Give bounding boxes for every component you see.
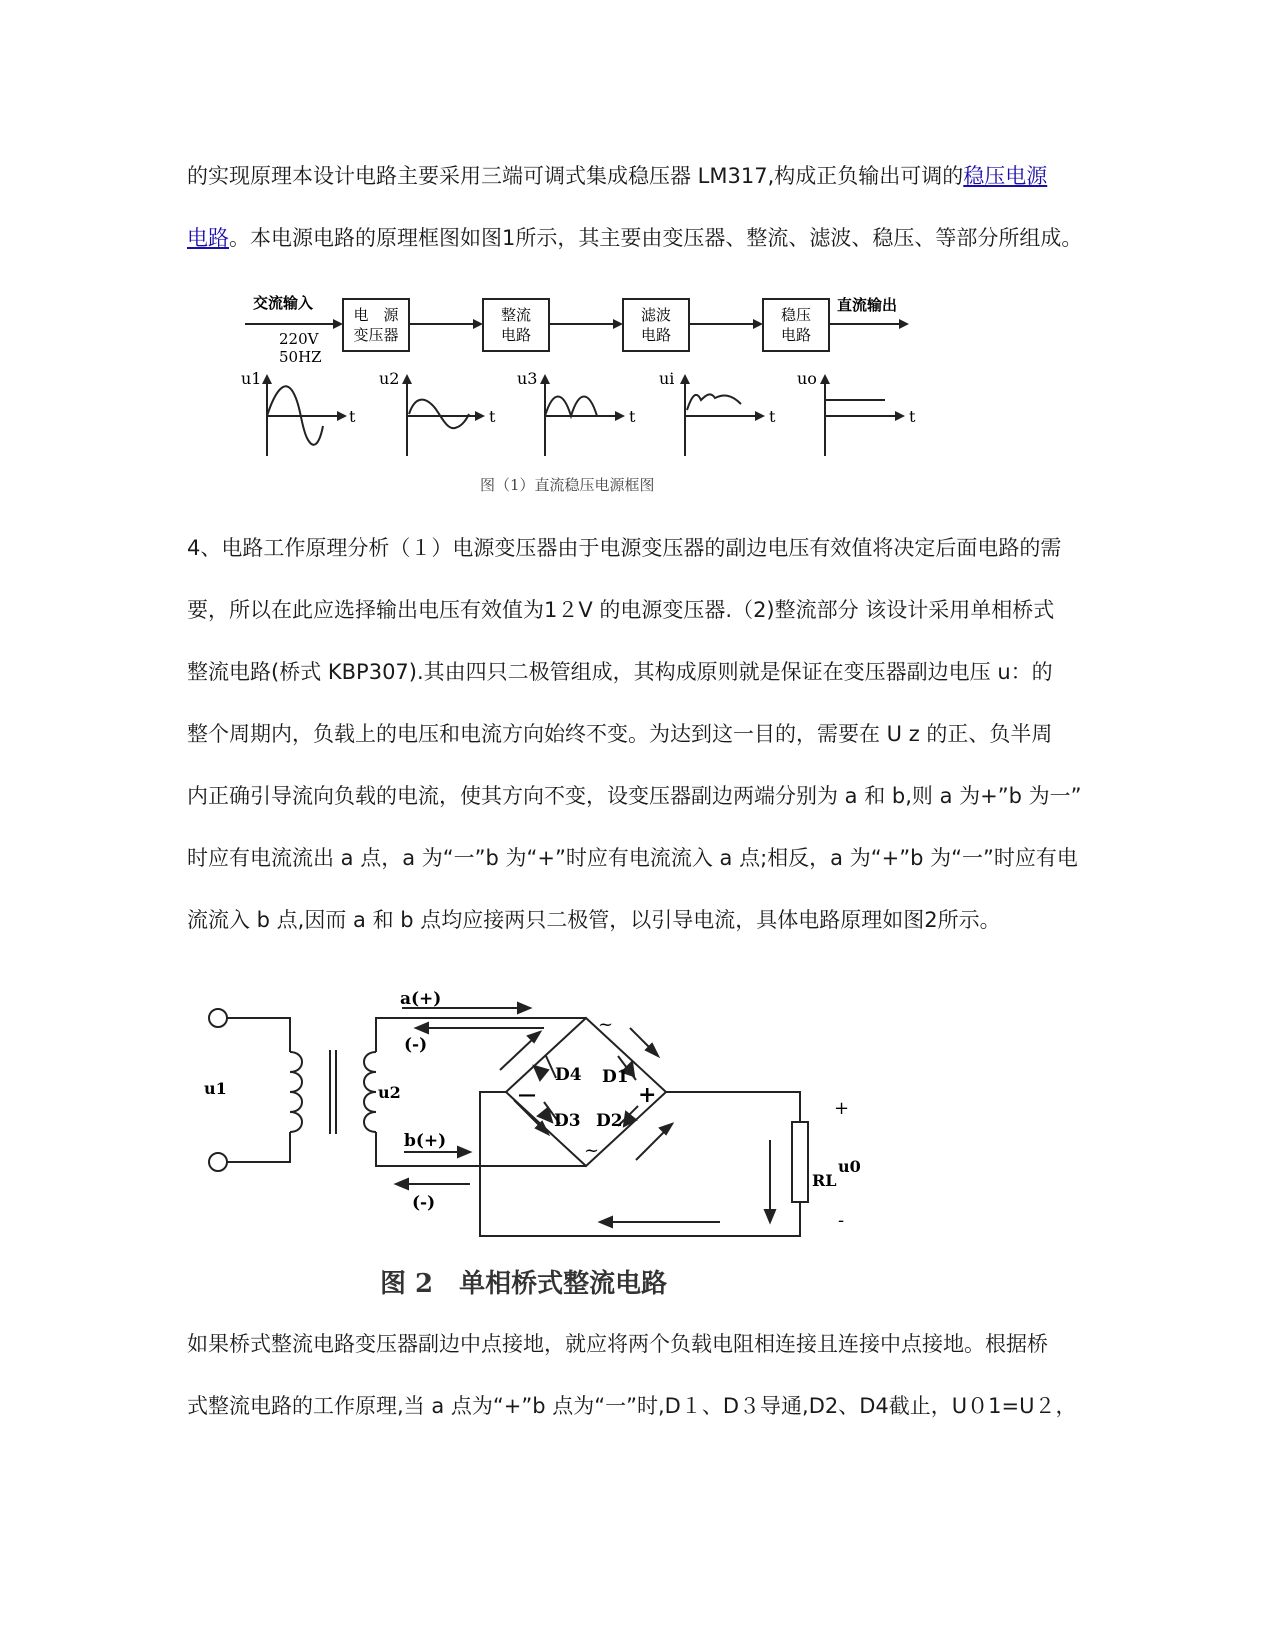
link-regulated-power[interactable]: 稳压电源 [963, 164, 1048, 188]
output-plus: + [834, 1098, 850, 1119]
input-frequency: 50HZ [279, 348, 322, 366]
label-u2: u2 [378, 1083, 401, 1102]
figure-1-caption: 图（1）直流稳压电源框图 [480, 476, 655, 494]
label-d1: D1 [602, 1067, 629, 1087]
block-2-line2: 电路 [500, 326, 532, 344]
label-minus-bottom: (-) [412, 1193, 436, 1213]
block-3-line1: 滤波 [640, 306, 672, 324]
para1-line1-text: 的实现原理本设计电路主要采用三端可调式集成稳压器 LM317,构成正负输出可调的 [187, 164, 964, 188]
label-b-plus: b(+) [404, 1131, 447, 1151]
label-minus-top: (-) [404, 1035, 428, 1055]
bridge-plus-label: + [638, 1082, 657, 1108]
load-resistor [792, 1122, 808, 1202]
wave-5-t: t [909, 407, 916, 426]
primary-coil [290, 1052, 302, 1132]
output-minus: - [838, 1210, 845, 1231]
link-circuit[interactable]: 电路 [187, 226, 229, 250]
label-d2: D2 [596, 1111, 623, 1131]
para2-line-7: 流流入 b 点,因而 a 和 b 点均应接两只二极管，以引导电流，具体电路原理如图2所示。 [187, 908, 1001, 932]
para2-line-2: 要，所以在此应选择输出电压有效值为1２V 的电源变压器.（2)整流部分 该设计采用单相桥式 [187, 598, 1055, 622]
wave-2-label: u2 [379, 369, 400, 388]
para1-line1 [187, 162, 1087, 190]
figure-2-bridge-rectifier [200, 990, 900, 1350]
wave-1-t: t [349, 407, 356, 426]
para1-line2-text: 。本电源电路的原理框图如图1所示，其主要由变压器、整流、滤波、稳压、等部分所组成。 [229, 226, 1083, 250]
input-terminal-bottom [209, 1153, 227, 1171]
input-voltage: 220V [279, 330, 319, 348]
block-4-line2: 电路 [780, 326, 812, 344]
label-rl: RL [812, 1171, 837, 1190]
para3-line-1: 如果桥式整流电路变压器副边中点接地，就应将两个负载电阻相连接且连接中点接地。根据桥 [187, 1332, 1048, 1356]
wave-1-label: u1 [241, 369, 262, 388]
block-1-line1: 电 源 [353, 306, 399, 324]
output-label: 直流输出 [837, 296, 898, 314]
wave-3-label: u3 [517, 369, 538, 388]
wave-4-label: ui [659, 369, 675, 388]
label-d3: D3 [554, 1111, 581, 1131]
input-terminal-top [209, 1009, 227, 1027]
para2-line-3: 整流电路(桥式 KBP307).其由四只二极管组成，其构成原则就是保证在变压器副边电压 u：的 [187, 660, 1053, 684]
label-u0: u0 [838, 1157, 861, 1176]
input-label: 交流输入 [253, 294, 314, 312]
para2-line-1: 4、电路工作原理分析（１）电源变压器由于电源变压器的副边电压有效值将决定后面电路的需 [187, 536, 1062, 560]
bridge-tilde-bottom: ~ [584, 1140, 600, 1161]
para2-line-5: 内正确引导流向负载的电流，使其方向不变，设变压器副边两端分别为 a 和 b,则 a 为+”b 为一” [187, 784, 1082, 808]
para2-line-6: 时应有电流流出 a 点，a 为“一”b 为“+”时应有电流流入 a 点;相反，a 为“+”b 为“一”时应有电 [187, 846, 1078, 870]
wave-4-t: t [769, 407, 776, 426]
wave-2-t: t [489, 407, 496, 426]
figure-1-block-diagram [241, 294, 975, 516]
figure-2-caption: 图 2 单相桥式整流电路 [380, 1269, 668, 1299]
wave-5-label: uo [797, 369, 817, 388]
label-u1: u1 [204, 1079, 227, 1098]
para1-line2 [187, 224, 1087, 252]
wave-3-t: t [629, 407, 636, 426]
block-4-line1: 稳压 [780, 306, 812, 324]
secondary-coil [364, 1052, 376, 1132]
block-1-line2: 变压器 [353, 326, 399, 344]
para2-line-4: 整个周期内，负载上的电压和电流方向始终不变。为达到这一目的，需要在 U z 的正、负半周 [187, 722, 1053, 746]
label-a-plus: a(+) [400, 989, 442, 1009]
bridge-minus-label: — [518, 1084, 536, 1105]
label-d4: D4 [555, 1065, 582, 1085]
block-2-line1: 整流 [500, 306, 532, 324]
para3-line-2: 式整流电路的工作原理,当 a 点为“+”b 点为“一”时,D１、D３导通,D2、D4截止，U０1=U２， [187, 1394, 1077, 1418]
block-3-line2: 电路 [640, 326, 672, 344]
bridge-tilde-top: ~ [598, 1014, 614, 1035]
